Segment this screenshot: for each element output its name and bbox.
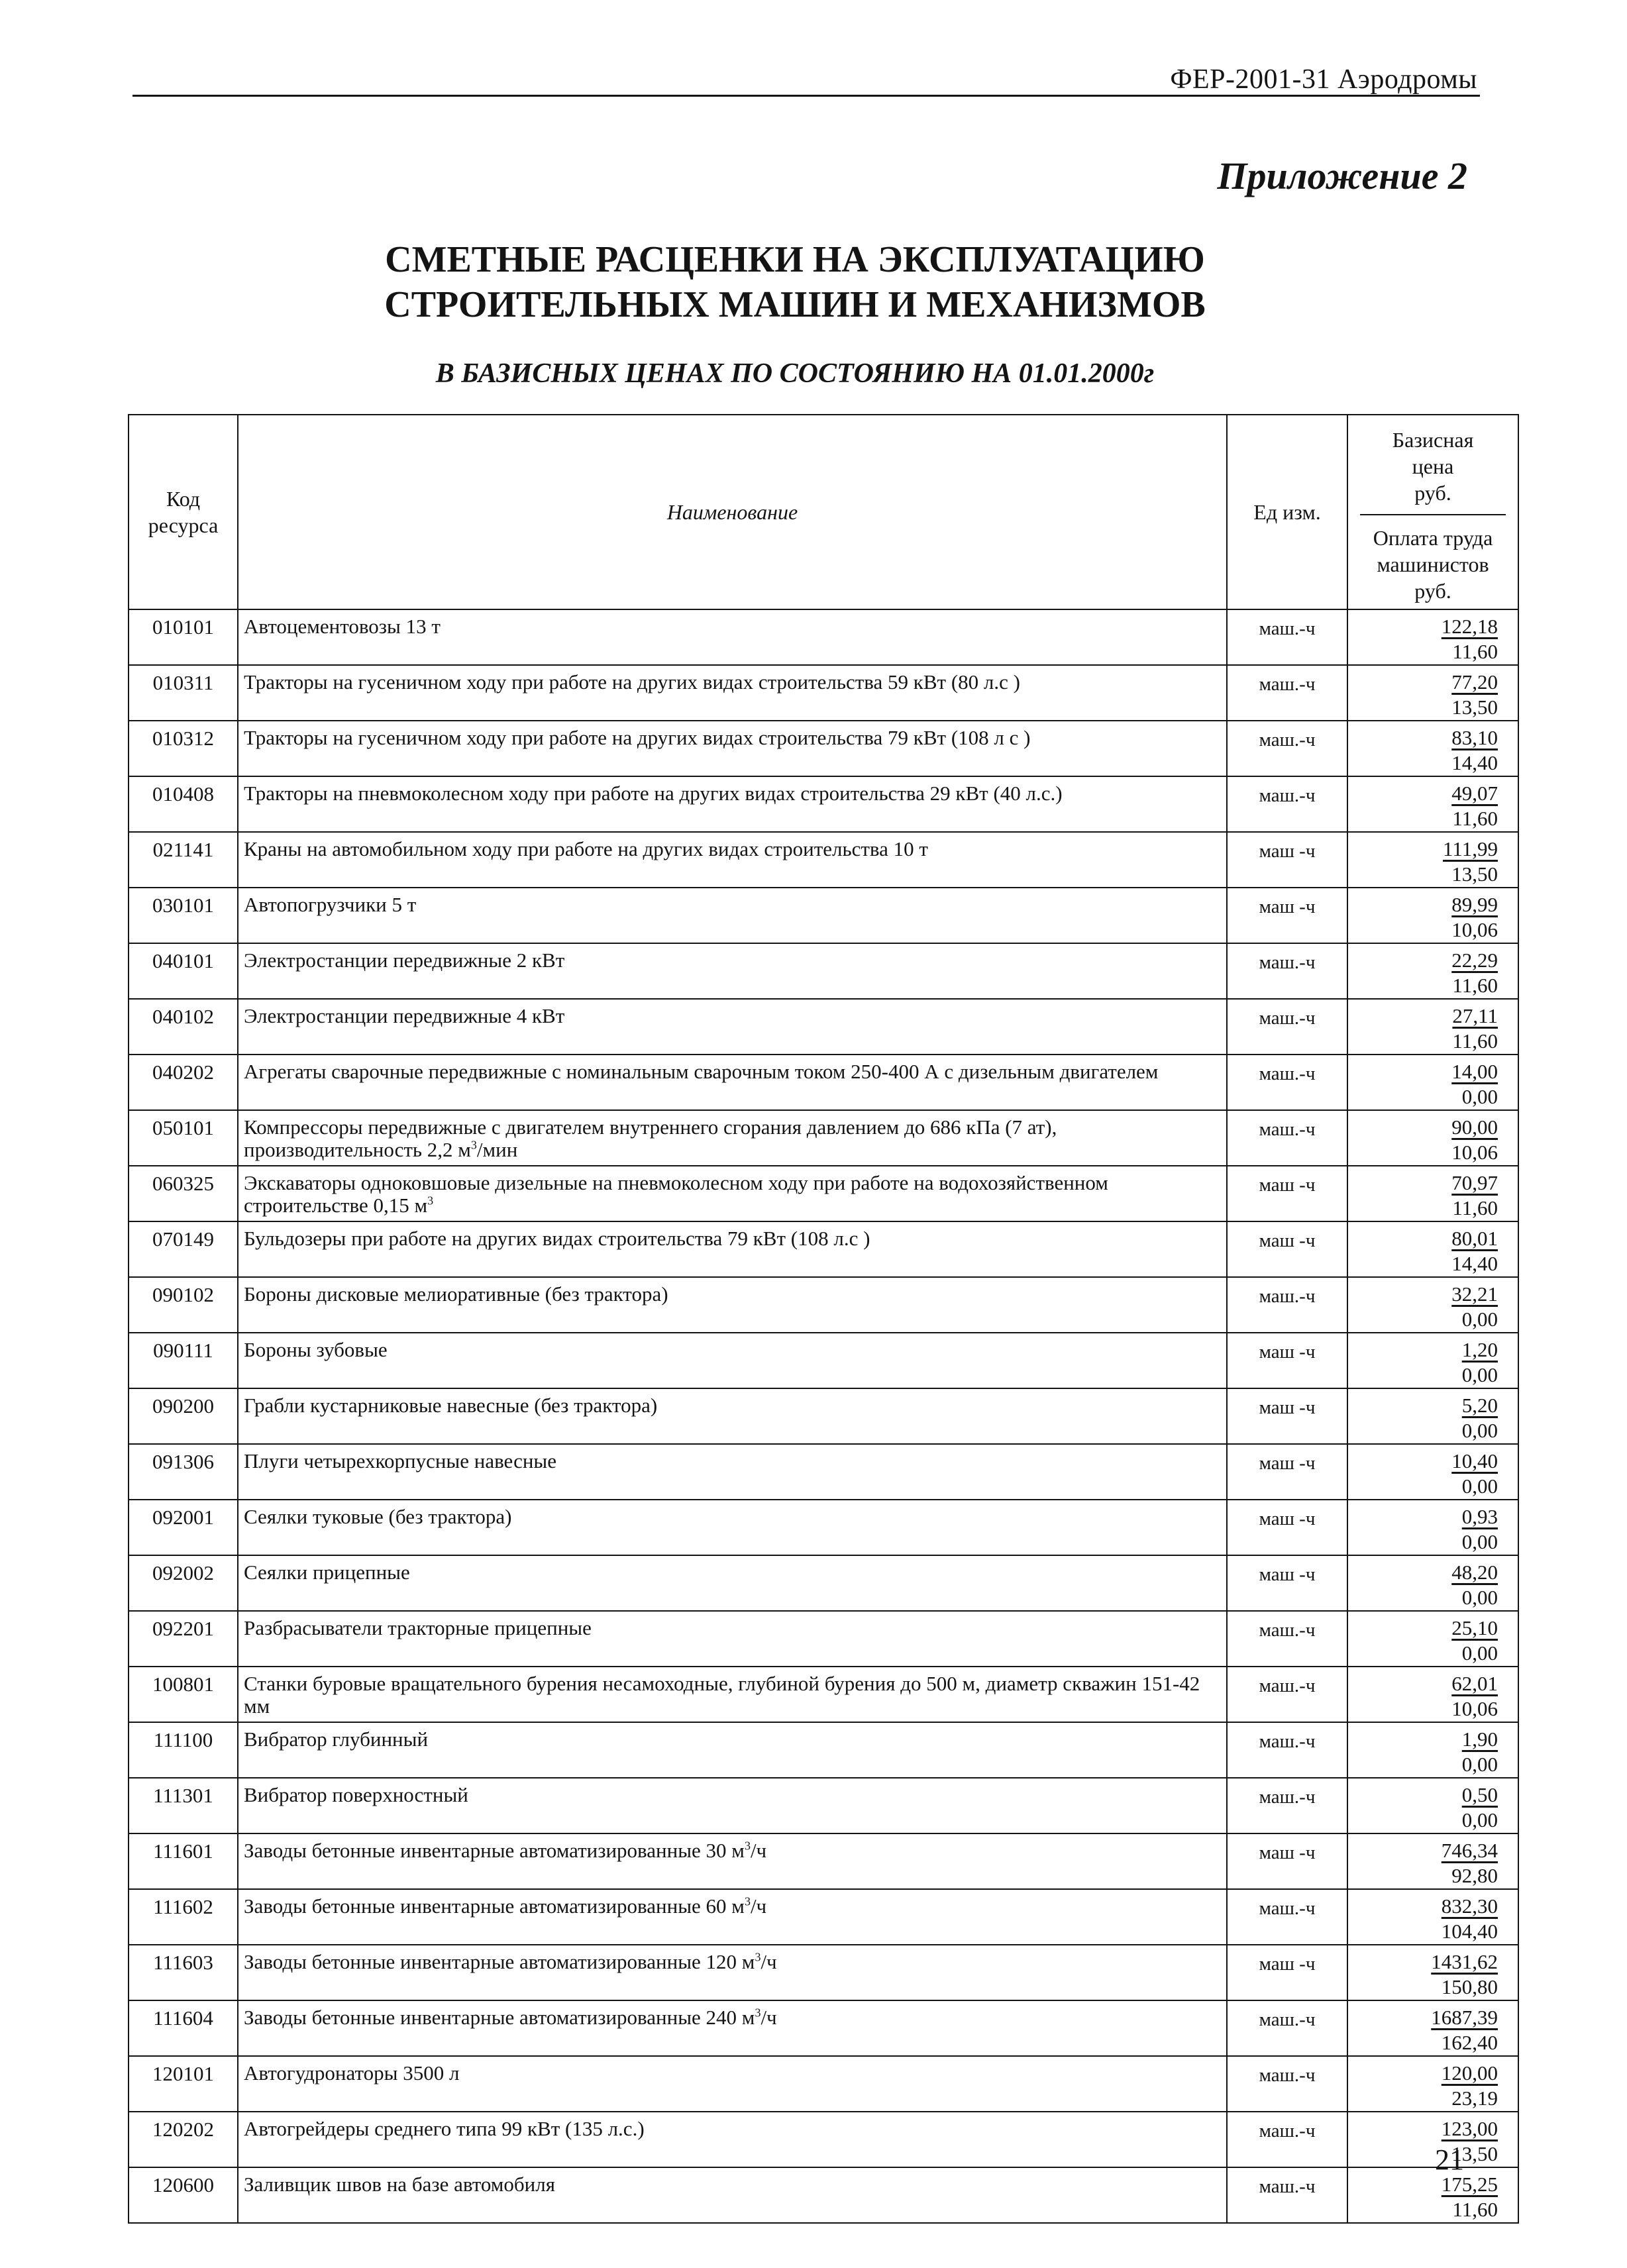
- resource-name: Тракторы на пневмоколесном ходу при работе на других видах строительства 29 кВт (40 л.с.): [238, 776, 1227, 832]
- price-cell: [1347, 665, 1518, 721]
- unit-exponent: 3: [744, 1894, 751, 1908]
- price-cell: [1347, 1833, 1518, 1889]
- rates-table: [128, 414, 1519, 2224]
- operator-wage: 0,00: [1461, 1474, 1498, 1498]
- table-header-row: [129, 415, 1518, 609]
- unit-of-measure: маш.-ч: [1227, 1611, 1347, 1667]
- header-price-line-1: Базисная: [1392, 428, 1474, 452]
- unit-exponent: 3: [755, 1950, 761, 1964]
- unit-of-measure: маш -ч: [1227, 1444, 1347, 1500]
- operator-wage: 104,40: [1441, 1920, 1498, 1943]
- title-line-1: СМЕТНЫЕ РАСЦЕНКИ НА ЭКСПЛУАТАЦИЮ: [385, 239, 1205, 280]
- unit-of-measure: маш -ч: [1227, 1333, 1347, 1388]
- base-price: 22,29: [1451, 949, 1498, 972]
- unit-of-measure: маш -ч: [1227, 1945, 1347, 2000]
- unit-of-measure: маш -ч: [1227, 1388, 1347, 1444]
- base-price: 83,10: [1451, 726, 1498, 749]
- header-price-line-2: цена: [1412, 454, 1454, 478]
- unit-of-measure: маш.-ч: [1227, 609, 1347, 665]
- resource-code: 092201: [129, 1611, 238, 1667]
- table-row: [129, 1611, 1518, 1667]
- resource-code: 010408: [129, 776, 238, 832]
- price-cell: [1347, 832, 1518, 888]
- operator-wage: 23,19: [1451, 2087, 1498, 2110]
- price-cell: [1347, 1945, 1518, 2000]
- resource-code: 030101: [129, 888, 238, 943]
- base-price: 832,30: [1441, 1894, 1498, 1918]
- resource-name: Тракторы на гусеничном ходу при работе на других видах строительства 59 кВт (80 л.с ): [238, 665, 1227, 721]
- resource-name: [238, 1166, 1227, 1221]
- table-row: [129, 2000, 1518, 2056]
- header-code: [129, 415, 238, 609]
- unit-exponent: 3: [427, 1194, 434, 1208]
- resource-name: Плуги четырехкорпусные навесные: [238, 1444, 1227, 1500]
- table-row: [129, 609, 1518, 665]
- table-row: [129, 1833, 1518, 1889]
- resource-name: Станки буровые вращательного бурения несамоходные, глубиной бурения до 500 м, диаметр скважин 151-42 мм: [238, 1667, 1227, 1722]
- operator-wage: 11,60: [1452, 2198, 1498, 2221]
- base-price: 77,20: [1451, 670, 1498, 694]
- resource-name-text: Заводы бетонные инвентарные автоматизированные 30 м: [244, 1839, 745, 1862]
- operator-wage: 0,00: [1461, 1641, 1498, 1665]
- base-price: 90,00: [1451, 1115, 1498, 1139]
- header-labor: [1360, 514, 1506, 604]
- resource-code: 010101: [129, 609, 238, 665]
- table-row: [129, 2112, 1518, 2167]
- resource-code: 120202: [129, 2112, 238, 2167]
- unit-exponent: 3: [755, 2006, 761, 2020]
- unit-of-measure: маш.-ч: [1227, 1110, 1347, 1166]
- base-price: 0,93: [1461, 1505, 1498, 1528]
- unit-of-measure: маш.-ч: [1227, 776, 1347, 832]
- base-price: 89,99: [1451, 893, 1498, 916]
- resource-code: 111602: [129, 1889, 238, 1945]
- table-row: [129, 1778, 1518, 1833]
- resource-code: 021141: [129, 832, 238, 888]
- resource-name-text: Компрессоры передвижные с двигателем внутреннего сгорания давлением до 686 кПа (7 ат), производительность 2,2 м: [244, 1115, 1057, 1161]
- unit-of-measure: маш.-ч: [1227, 2167, 1347, 2223]
- resource-code: 091306: [129, 1444, 238, 1500]
- operator-wage: 13,50: [1451, 2142, 1498, 2165]
- header-labor-line-1: Оплата труда: [1373, 526, 1493, 550]
- unit-of-measure: маш.-ч: [1227, 665, 1347, 721]
- resource-name: Автогудронаторы 3500 л: [238, 2056, 1227, 2112]
- unit-of-measure: маш -ч: [1227, 832, 1347, 888]
- resource-code: 111601: [129, 1833, 238, 1889]
- table-row: [129, 776, 1518, 832]
- operator-wage: 0,00: [1461, 1363, 1498, 1386]
- base-price: 111,99: [1443, 837, 1498, 860]
- table-row: [129, 888, 1518, 943]
- price-cell: [1347, 999, 1518, 1055]
- operator-wage: 10,06: [1451, 1697, 1498, 1720]
- resource-name: [238, 2000, 1227, 2056]
- resource-name: [238, 1833, 1227, 1889]
- resource-code: 111100: [129, 1722, 238, 1778]
- price-cell: [1347, 609, 1518, 665]
- price-cell: [1347, 1388, 1518, 1444]
- resource-name: Бороны дисковые мелиоративные (без трактора): [238, 1277, 1227, 1333]
- resource-code: 120600: [129, 2167, 238, 2223]
- resource-name-suffix: /ч: [761, 2006, 777, 2029]
- price-cell: [1347, 1500, 1518, 1555]
- base-price: 175,25: [1441, 2173, 1498, 2196]
- resource-code: 060325: [129, 1166, 238, 1221]
- resource-name: Автопогрузчики 5 т: [238, 888, 1227, 943]
- resource-name: Вибратор глубинный: [238, 1722, 1227, 1778]
- resource-name-text: Экскаваторы одноковшовые дизельные на пневмоколесном ходу при работе на водохозяйственном строительстве 0,15 м: [244, 1171, 1108, 1217]
- table-row: [129, 1945, 1518, 2000]
- table-row: [129, 943, 1518, 999]
- unit-of-measure: маш.-ч: [1227, 1778, 1347, 1833]
- base-price: 10,40: [1451, 1449, 1498, 1472]
- resource-name: Сеялки прицепные: [238, 1555, 1227, 1611]
- resource-code: 070149: [129, 1221, 238, 1277]
- resource-name-suffix: /ч: [750, 1894, 767, 1918]
- price-cell: [1347, 721, 1518, 776]
- table-row: [129, 1444, 1518, 1500]
- base-price: 49,07: [1451, 782, 1498, 805]
- price-cell: [1347, 1333, 1518, 1388]
- resource-name: Бульдозеры при работе на других видах строительства 79 кВт (108 л.с ): [238, 1221, 1227, 1277]
- operator-wage: 11,60: [1452, 974, 1498, 997]
- resource-code: 111301: [129, 1778, 238, 1833]
- header-code-line-2: ресурса: [148, 513, 219, 537]
- header-labor-line-3: руб.: [1414, 579, 1451, 603]
- header-price-line-3: руб.: [1414, 481, 1451, 505]
- resource-code: 111603: [129, 1945, 238, 2000]
- resource-name: Краны на автомобильном ходу при работе на других видах строительства 10 т: [238, 832, 1227, 888]
- resource-name: [238, 1945, 1227, 2000]
- resource-code: 040101: [129, 943, 238, 999]
- resource-name: Сеялки туковые (без трактора): [238, 1500, 1227, 1555]
- unit-of-measure: маш -ч: [1227, 1166, 1347, 1221]
- unit-of-measure: маш.-ч: [1227, 1722, 1347, 1778]
- header-code-line-1: Код: [166, 487, 201, 511]
- base-price: 25,10: [1451, 1616, 1498, 1639]
- base-price: 70,97: [1451, 1171, 1498, 1194]
- price-cell: [1347, 2056, 1518, 2112]
- unit-of-measure: маш -ч: [1227, 1221, 1347, 1277]
- appendix-label: Приложение 2: [1217, 154, 1467, 197]
- header-rule: [132, 95, 1480, 97]
- unit-of-measure: маш.-ч: [1227, 2000, 1347, 2056]
- resource-code: 111604: [129, 2000, 238, 2056]
- table-row: [129, 1889, 1518, 1945]
- price-cell: [1347, 1221, 1518, 1277]
- operator-wage: 0,00: [1461, 1419, 1498, 1442]
- table-row: [129, 1667, 1518, 1722]
- table-row: [129, 2167, 1518, 2223]
- table-row: [129, 1388, 1518, 1444]
- resource-name-text: Заводы бетонные инвентарные автоматизированные 60 м: [244, 1894, 745, 1918]
- base-price: 1,90: [1461, 1727, 1498, 1751]
- resource-code: 040202: [129, 1055, 238, 1110]
- unit-of-measure: маш.-ч: [1227, 1277, 1347, 1333]
- operator-wage: 11,60: [1452, 807, 1498, 830]
- resource-code: 090200: [129, 1388, 238, 1444]
- unit-of-measure: маш.-ч: [1227, 999, 1347, 1055]
- title-line-2: СТРОИТЕЛЬНЫХ МАШИН И МЕХАНИЗМОВ: [384, 284, 1206, 325]
- price-cell: [1347, 1444, 1518, 1500]
- operator-wage: 0,00: [1461, 1308, 1498, 1331]
- table-row: [129, 1722, 1518, 1778]
- base-price: 122,18: [1441, 615, 1498, 638]
- operator-wage: 0,00: [1461, 1530, 1498, 1553]
- base-price: 14,00: [1451, 1060, 1498, 1083]
- table-row: [129, 1500, 1518, 1555]
- unit-of-measure: маш -ч: [1227, 1833, 1347, 1889]
- table-row: [129, 721, 1518, 776]
- base-price: 1687,39: [1431, 2006, 1498, 2029]
- resource-code: 120101: [129, 2056, 238, 2112]
- unit-of-measure: маш.-ч: [1227, 1889, 1347, 1945]
- resource-name: Тракторы на гусеничном ходу при работе на других видах строительства 79 кВт (108 л с ): [238, 721, 1227, 776]
- resource-name: [238, 1110, 1227, 1166]
- resource-name: Бороны зубовые: [238, 1333, 1227, 1388]
- base-price: 32,21: [1451, 1282, 1498, 1306]
- resource-name: Агрегаты сварочные передвижные с номинальным сварочным током 250-400 А с дизельным двигателем: [238, 1055, 1227, 1110]
- table-row: [129, 1333, 1518, 1388]
- operator-wage: 10,06: [1451, 1141, 1498, 1164]
- price-cell: [1347, 1110, 1518, 1166]
- header-name: Наименование: [238, 415, 1227, 609]
- table-row: [129, 999, 1518, 1055]
- resource-name-suffix: /ч: [750, 1839, 767, 1862]
- unit-of-measure: маш -ч: [1227, 1555, 1347, 1611]
- price-cell: [1347, 1889, 1518, 1945]
- price-cell: [1347, 1778, 1518, 1833]
- base-price: 120,00: [1441, 2061, 1498, 2085]
- resource-name-text: Заводы бетонные инвентарные автоматизированные 120 м: [244, 1950, 755, 1973]
- resource-code: 010311: [129, 665, 238, 721]
- header-labor-line-2: машинистов: [1377, 552, 1489, 576]
- operator-wage: 11,60: [1452, 1196, 1498, 1219]
- table-row: [129, 1221, 1518, 1277]
- resource-code: 040102: [129, 999, 238, 1055]
- table-row: [129, 1055, 1518, 1110]
- resource-code: 090102: [129, 1277, 238, 1333]
- unit-exponent: 3: [744, 1839, 751, 1853]
- document-subtitle: В БАЗИСНЫХ ЦЕНАХ ПО СОСТОЯНИЮ НА 01.01.2000г: [435, 358, 1155, 389]
- base-price: 0,50: [1461, 1783, 1498, 1806]
- base-price: 1431,62: [1431, 1950, 1498, 1973]
- operator-wage: 92,80: [1451, 1864, 1498, 1887]
- base-price: 48,20: [1451, 1561, 1498, 1584]
- operator-wage: 11,60: [1452, 640, 1498, 663]
- resource-code: 100801: [129, 1667, 238, 1722]
- price-cell: [1347, 2000, 1518, 2056]
- document-title: [199, 237, 1391, 327]
- price-cell: [1347, 776, 1518, 832]
- price-cell: [1347, 888, 1518, 943]
- operator-wage: 0,00: [1461, 1586, 1498, 1609]
- resource-name: [238, 1889, 1227, 1945]
- operator-wage: 14,40: [1451, 751, 1498, 774]
- operator-wage: 10,06: [1451, 918, 1498, 941]
- base-price: 1,20: [1461, 1338, 1498, 1361]
- operator-wage: 13,50: [1451, 696, 1498, 719]
- resource-code: 010312: [129, 721, 238, 776]
- unit-exponent: 3: [470, 1138, 477, 1152]
- rates-table-body: [129, 609, 1518, 2223]
- unit-of-measure: маш.-ч: [1227, 1055, 1347, 1110]
- price-cell: [1347, 1667, 1518, 1722]
- table-row: [129, 832, 1518, 888]
- price-cell: [1347, 943, 1518, 999]
- table-row: [129, 1110, 1518, 1166]
- unit-of-measure: маш.-ч: [1227, 943, 1347, 999]
- unit-of-measure: маш.-ч: [1227, 2056, 1347, 2112]
- resource-name: Автогрейдеры среднего типа 99 кВт (135 л.с.): [238, 2112, 1227, 2167]
- resource-name-suffix: /мин: [476, 1138, 518, 1161]
- price-cell: [1347, 1611, 1518, 1667]
- operator-wage: 0,00: [1461, 1085, 1498, 1108]
- price-cell: [1347, 1555, 1518, 1611]
- resource-name-text: Заводы бетонные инвентарные автоматизированные 240 м: [244, 2006, 755, 2029]
- resource-name: Автоцементовозы 13 т: [238, 609, 1227, 665]
- unit-of-measure: маш.-ч: [1227, 1667, 1347, 1722]
- base-price: 62,01: [1451, 1672, 1498, 1695]
- operator-wage: 14,40: [1451, 1252, 1498, 1275]
- operator-wage: 11,60: [1452, 1029, 1498, 1053]
- resource-name: Электростанции передвижные 2 кВт: [238, 943, 1227, 999]
- table-row: [129, 1277, 1518, 1333]
- base-price: 27,11: [1452, 1004, 1498, 1027]
- price-cell: [1347, 1166, 1518, 1221]
- resource-code: 092002: [129, 1555, 238, 1611]
- table-row: [129, 665, 1518, 721]
- resource-name-suffix: /ч: [761, 1950, 777, 1973]
- running-header: ФЕР-2001-31 Аэродромы: [1170, 64, 1477, 95]
- table-row: [129, 1555, 1518, 1611]
- base-price: 5,20: [1461, 1394, 1498, 1417]
- operator-wage: 0,00: [1461, 1808, 1498, 1831]
- table-row: [129, 1166, 1518, 1221]
- operator-wage: 162,40: [1441, 2031, 1498, 2054]
- header-unit: Ед изм.: [1227, 415, 1347, 609]
- operator-wage: 150,80: [1441, 1975, 1498, 1998]
- resource-code: 090111: [129, 1333, 238, 1388]
- unit-of-measure: маш -ч: [1227, 1500, 1347, 1555]
- operator-wage: 13,50: [1451, 862, 1498, 886]
- resource-code: 050101: [129, 1110, 238, 1166]
- base-price: 80,01: [1451, 1227, 1498, 1250]
- base-price: 746,34: [1441, 1839, 1498, 1862]
- unit-of-measure: маш.-ч: [1227, 721, 1347, 776]
- page-number: 21: [1435, 2143, 1464, 2176]
- unit-of-measure: маш -ч: [1227, 888, 1347, 943]
- header-price: [1347, 415, 1518, 609]
- resource-code: 092001: [129, 1500, 238, 1555]
- resource-name: Электростанции передвижные 4 кВт: [238, 999, 1227, 1055]
- resource-name: Вибратор поверхностный: [238, 1778, 1227, 1833]
- price-cell: [1347, 1055, 1518, 1110]
- price-cell: [1347, 1722, 1518, 1778]
- resource-name: Грабли кустарниковые навесные (без трактора): [238, 1388, 1227, 1444]
- unit-of-measure: маш.-ч: [1227, 2112, 1347, 2167]
- table-row: [129, 2056, 1518, 2112]
- price-cell: [1347, 1277, 1518, 1333]
- operator-wage: 0,00: [1461, 1753, 1498, 1776]
- resource-name: Заливщик швов на базе автомобиля: [238, 2167, 1227, 2223]
- resource-name: Разбрасыватели тракторные прицепные: [238, 1611, 1227, 1667]
- base-price: 123,00: [1441, 2117, 1498, 2140]
